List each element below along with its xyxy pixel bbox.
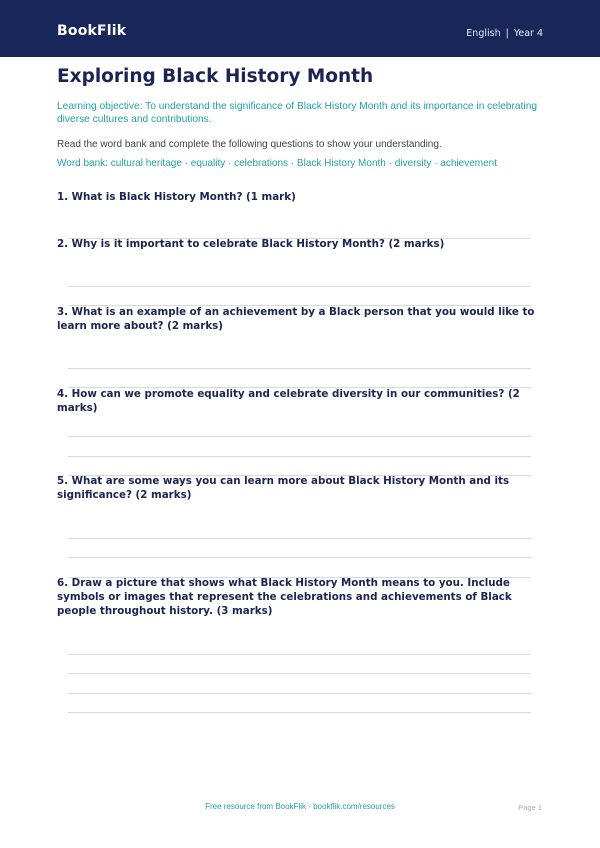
answer-line[interactable] xyxy=(68,286,531,287)
brand-logo-text: BookFlik xyxy=(57,23,127,39)
question-6: 6. Draw a picture that shows what Black History Month means to you. Include symbols or images that represent the celebrations and achievements of Black people throughout history. (3 marks) xyxy=(57,577,512,617)
answer-line[interactable] xyxy=(68,557,531,558)
answer-line[interactable] xyxy=(68,712,531,713)
worksheet-title: Exploring Black History Month xyxy=(57,66,374,87)
question-4: 4. How can we promote equality and celebrate diversity in our communities? (2 marks) xyxy=(57,388,520,414)
subject-label: English xyxy=(466,28,501,39)
answer-line[interactable] xyxy=(68,654,531,655)
year-label: Year 4 xyxy=(513,28,543,39)
answer-line[interactable] xyxy=(68,693,531,694)
instructions: Read the word bank and complete the following questions to show your understanding. xyxy=(57,139,442,150)
page-header xyxy=(0,0,600,57)
learning-objective: Learning objective: To understand the significance of Black History Month and its importance in celebrating diverse cultures and contributions. xyxy=(57,101,538,125)
answer-line[interactable] xyxy=(68,436,531,437)
question-5: 5. What are some ways you can learn more about Black History Month and its significance? (2 marks) xyxy=(57,475,510,501)
answer-line[interactable] xyxy=(68,538,531,539)
answer-line[interactable] xyxy=(68,456,531,457)
header-meta xyxy=(466,28,543,39)
word-bank: Word bank: cultural heritage · equality · celebrations · Black History Month · diversity · achievement xyxy=(57,158,497,169)
answer-line[interactable] xyxy=(68,673,531,674)
question-3: 3. What is an example of an achievement by a Black person that you would like to learn more about? (2 marks) xyxy=(57,306,535,332)
page-number: Page 1 xyxy=(518,803,542,812)
question-1: 1. What is Black History Month? (1 mark) xyxy=(57,191,296,203)
question-2: 2. Why is it important to celebrate Black History Month? (2 marks) xyxy=(57,238,445,250)
footer-resource: Free resource from BookFlik · bookflik.com/resources xyxy=(205,802,395,811)
answer-line[interactable] xyxy=(68,368,531,369)
meta-separator: | xyxy=(505,28,509,39)
